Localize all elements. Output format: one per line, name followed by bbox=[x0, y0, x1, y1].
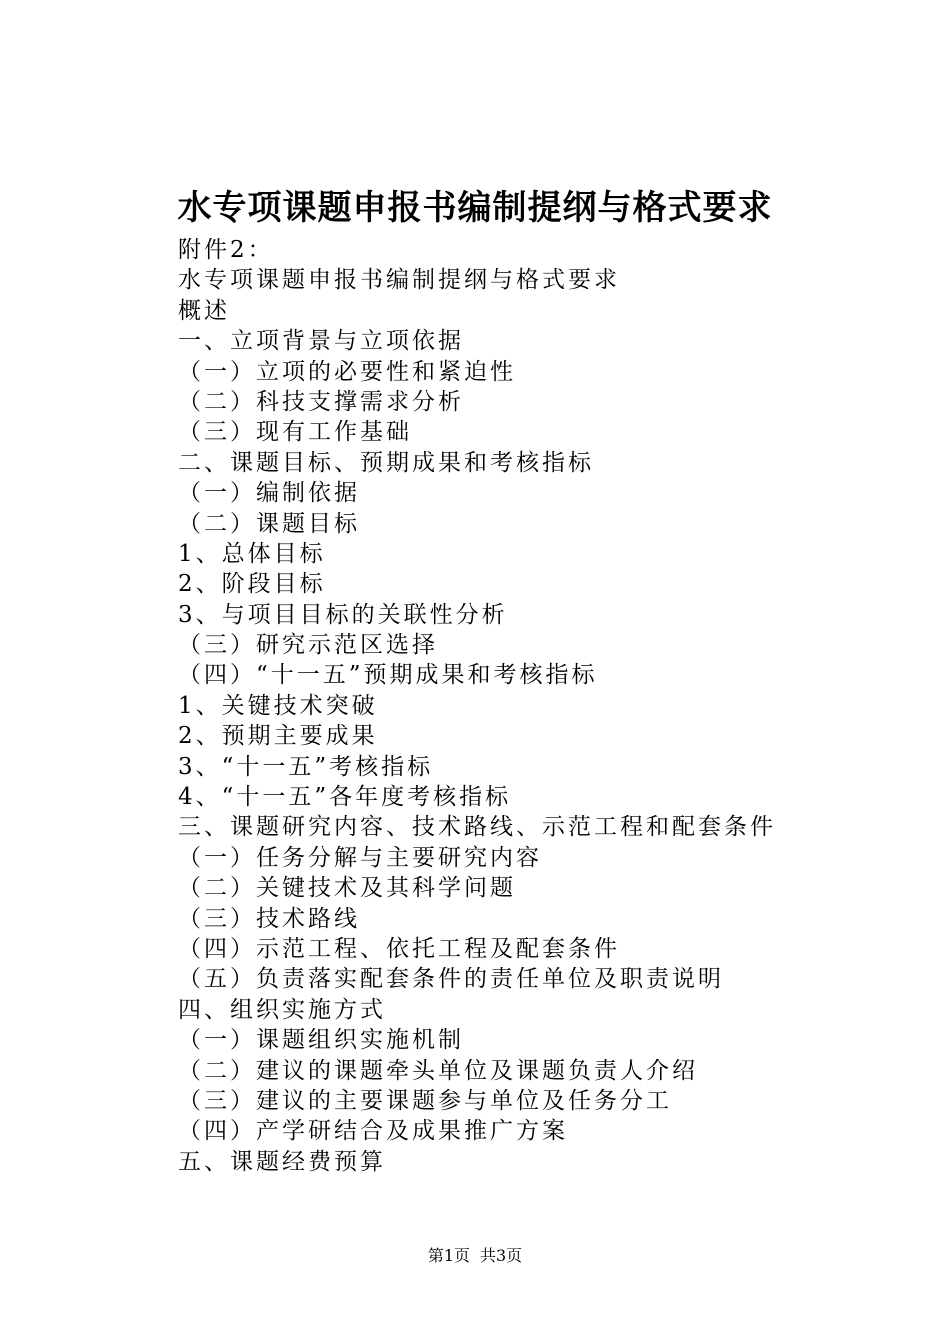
outline-line: （二）课题目标 bbox=[178, 510, 360, 537]
outline-line: 三、课题研究内容、技术路线、示范工程和配套条件 bbox=[178, 814, 776, 841]
outline-line: 4、“十一五”各年度考核指标 bbox=[178, 784, 512, 811]
outline-line: 3、与项目目标的关联性分析 bbox=[178, 601, 508, 628]
outline-line: （二）科技支撑需求分析 bbox=[178, 388, 464, 415]
outline-line: （四）产学研结合及成果推广方案 bbox=[178, 1118, 568, 1145]
outline-line: 3、“十一五”考核指标 bbox=[178, 753, 434, 780]
outline-line: （一）课题组织实施机制 bbox=[178, 1027, 464, 1054]
outline-line: （二）关键技术及其科学问题 bbox=[178, 875, 516, 902]
page-footer bbox=[0, 1244, 950, 1268]
page-number: 第1页 bbox=[427, 1246, 470, 1265]
outline-line: （三）技术路线 bbox=[178, 905, 360, 932]
outline-line: （一）立项的必要性和紧迫性 bbox=[178, 358, 516, 385]
outline-line: 五、课题经费预算 bbox=[178, 1148, 386, 1175]
outline-line: （五）负责落实配套条件的责任单位及职责说明 bbox=[178, 966, 724, 993]
outline-line: 四、组织实施方式 bbox=[178, 996, 386, 1023]
outline-line: 1、总体目标 bbox=[178, 540, 326, 567]
outline-line: 2、预期主要成果 bbox=[178, 723, 378, 750]
outline-line: 概述 bbox=[178, 297, 230, 324]
outline-line: 2、阶段目标 bbox=[178, 571, 326, 598]
outline-line: （三）现有工作基础 bbox=[178, 419, 412, 446]
outline-line: （三）研究示范区选择 bbox=[178, 632, 438, 659]
outline-line: 二、课题目标、预期成果和考核指标 bbox=[178, 449, 594, 476]
page-total: 共3页 bbox=[480, 1246, 523, 1265]
outline-line: 一、立项背景与立项依据 bbox=[178, 328, 464, 355]
outline-list bbox=[178, 235, 878, 1177]
outline-line: （一）任务分解与主要研究内容 bbox=[178, 844, 542, 871]
outline-line: 1、关键技术突破 bbox=[178, 692, 378, 719]
outline-line: （四）示范工程、依托工程及配套条件 bbox=[178, 935, 620, 962]
outline-line: （二）建议的课题牵头单位及课题负责人介绍 bbox=[178, 1057, 698, 1084]
document-title: 水专项课题申报书编制提纲与格式要求 bbox=[177, 188, 773, 228]
outline-line: （四）“十一五”预期成果和考核指标 bbox=[178, 662, 598, 689]
outline-line: 水专项课题申报书编制提纲与格式要求 bbox=[178, 267, 620, 294]
outline-line: （一）编制依据 bbox=[178, 480, 360, 507]
outline-line: 附件2： bbox=[178, 237, 274, 263]
outline-line: （三）建议的主要课题参与单位及任务分工 bbox=[178, 1087, 672, 1114]
